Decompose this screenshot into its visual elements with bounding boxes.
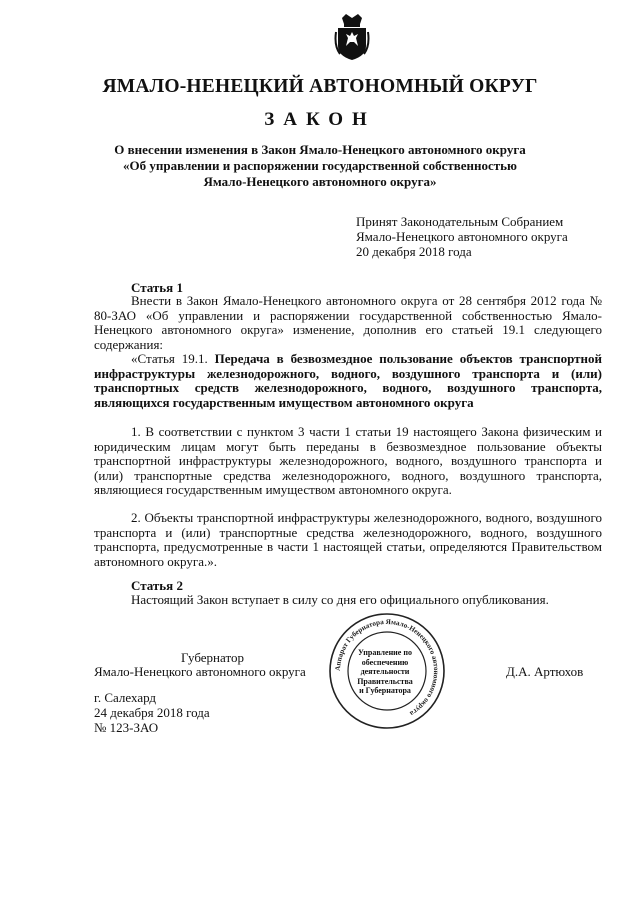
adoption-line: Принят Законодательным Собранием [356, 214, 564, 229]
signature-region: Ямало-Ненецкого автономного округа [94, 664, 306, 679]
subject-line: О внесении изменения в Закон Ямало-Ненецкого автономного округа [114, 142, 526, 157]
stamp-ring-text: Аппарат Губернатора Ямало-Ненецкого автономного округа [333, 617, 441, 718]
law-subject [0, 142, 640, 190]
law-number: № 123-ЗАО [94, 720, 159, 735]
adoption-date: 20 декабря 2018 года [356, 244, 472, 259]
new-article-title: Передача в безвозмездное пользование объектов транспортной инфраструктуры железнодорожного, водного, воздушного транспорта и (или) транспортных средств железнодорожного, водного, воздушного транспорта, являющихся государственным имуществом автономного округа [94, 351, 602, 410]
footer-city: г. Салехард [94, 690, 157, 705]
article-1-point-2: 2. Объекты транспортной инфраструктуры железнодорожного, водного, воздушного транспорта и (или) транспортные средства железнодорожного, водного, воздушного транспорта, предусмотренные в части 1 настоящей статьи, определяются Правительством автономного округа.». [94, 510, 602, 569]
signer-name: Д.А. Артюхов [506, 664, 584, 679]
signature-position: Губернатор [181, 650, 244, 665]
footer-date: 24 декабря 2018 года [94, 705, 210, 720]
new-article-19-1 [94, 352, 602, 410]
article-1-heading: Статья 1 [131, 280, 183, 295]
article-1-point-1: 1. В соответствии с пунктом 3 части 1 статьи 19 настоящего Закона физическим и юридическим лицам могут быть переданы в безвозмездное пользование объекты транспортной инфраструктуры железнодорожного, водного, воздушного транспорта и (или) транспортные средства железнодорожного, водного, воздушного транспорта, являющиеся государственным имуществом автономного округа. [94, 424, 602, 498]
stamp-line: деятельности [360, 667, 410, 676]
article-2-text: Настоящий Закон вступает в силу со дня его официального опубликования. [131, 592, 549, 607]
stamp-line: обеспечению [361, 657, 409, 667]
subject-line: «Об управлении и распоряжении государственной собственностью [123, 158, 517, 173]
region-title: ЯМАЛО-НЕНЕЦКИЙ АВТОНОМНЫЙ ОКРУГ [102, 76, 538, 97]
stamp-line: Правительства [357, 676, 413, 686]
document-type: ЗАКОН [264, 109, 376, 130]
stamp-line: Управление по [358, 648, 412, 657]
article-2-heading: Статья 2 [131, 578, 183, 593]
coat-of-arms-icon [334, 12, 370, 62]
new-article-prefix: «Статья 19.1. [131, 351, 208, 366]
stamp-line: и Губернатора [359, 686, 411, 695]
subject-line: Ямало-Ненецкого автономного округа» [203, 174, 437, 189]
adoption-block [356, 214, 568, 259]
article-1-intro: Внести в Закон Ямало-Ненецкого автономного округа от 28 сентября 2012 года № 80-ЗАО «Об управлении и распоряжении государственной собственностью Ямало-Ненецкого автономного округа» изменение, дополнив его статьей 19.1 следующего содержания: [94, 293, 602, 352]
adoption-line: Ямало-Ненецкого автономного округа [356, 229, 568, 244]
stamp-center-text [334, 648, 436, 696]
